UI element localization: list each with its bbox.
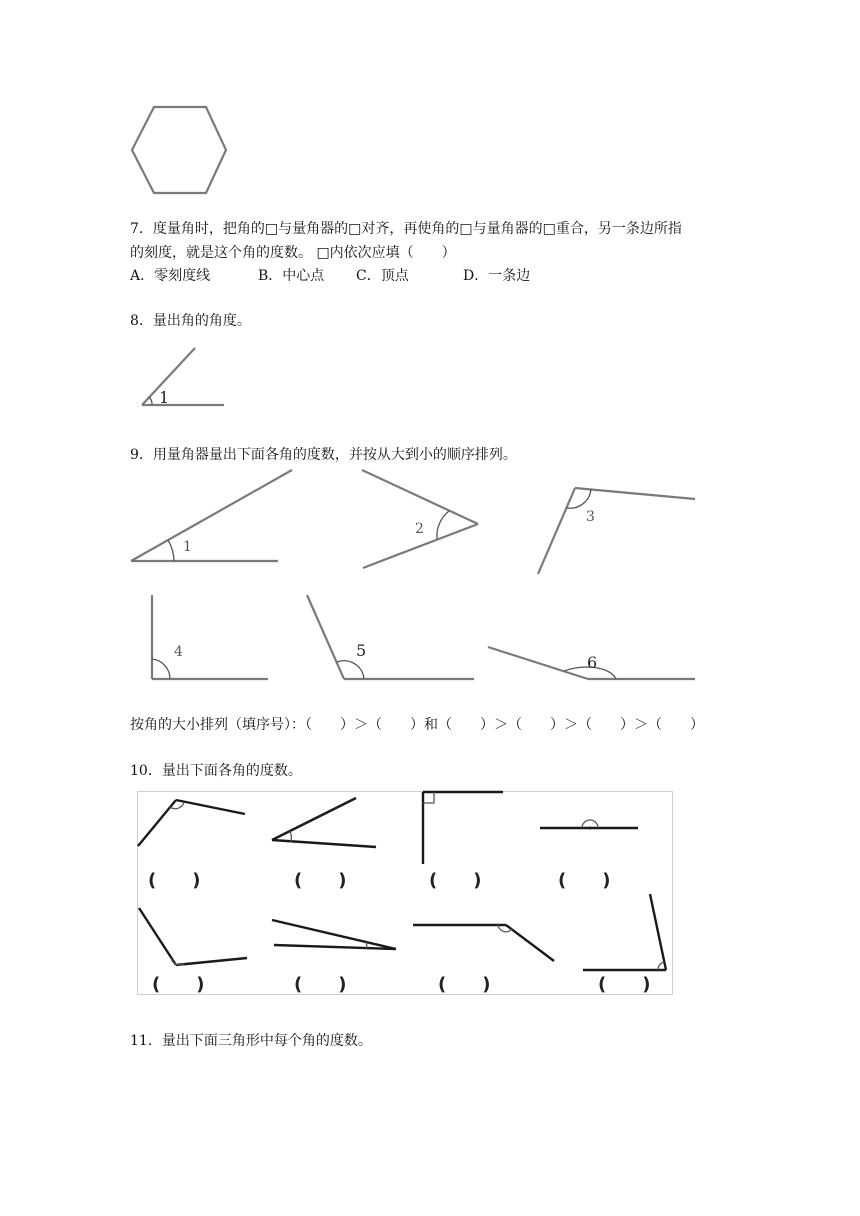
q9-angle-2-label: 2	[415, 521, 424, 537]
q10-blank-3: ( )	[429, 870, 482, 891]
q9-angle-2	[358, 466, 484, 572]
q10-angle-row2-2	[268, 914, 400, 996]
q9-angle-6	[486, 644, 698, 684]
q8-angle-figure	[138, 344, 230, 410]
q9-title: 9．用量角器量出下面各角的度数，并按从大到小的顺序排列。	[130, 447, 517, 463]
q9-angle-3	[534, 484, 700, 578]
q7-line2: 的刻度，就是这个角的度数。 □内依次应填（ ）	[130, 245, 456, 261]
q10-blank-7: ( )	[438, 974, 491, 995]
q10-angle-row1-2	[268, 792, 382, 892]
hexagon-figure	[128, 104, 230, 196]
q9-angle-1	[128, 466, 283, 566]
q9-angle-3-label: 3	[586, 509, 595, 525]
q10-blank-4: ( )	[558, 870, 611, 891]
q10-angle-row1-1	[134, 792, 248, 892]
q9-answer-line: 按角的大小排列（填序号）：（ ）＞（ ）和（ ）＞（ ）＞（ ）＞（ ）	[130, 717, 704, 733]
q9-angle-5-label: 5	[356, 641, 367, 660]
q10-blank-8: ( )	[598, 974, 651, 995]
q7-option-b: B．中心点	[258, 268, 325, 284]
q9-angle-4-label: 4	[174, 644, 183, 660]
q11-title: 11．量出下面三角形中每个角的度数。	[130, 1033, 372, 1049]
q10-blank-5: ( )	[152, 974, 205, 995]
q7-option-a: A．零刻度线	[130, 268, 211, 284]
q9-angle-5	[303, 592, 477, 684]
q9-angle-4	[146, 592, 270, 684]
q10-angle-row1-3	[415, 788, 507, 892]
q10-blank-2: ( )	[294, 870, 347, 891]
q8-angle-label: 1	[159, 388, 170, 407]
q9-angle-6-label: 6	[587, 653, 598, 672]
q8-title: 8．量出角的角度。	[130, 313, 251, 329]
q7-line1: 7．度量角时，把角的□与量角器的□对齐，再使角的□与量角器的□重合，另一条边所指	[130, 221, 682, 237]
q10-blank-6: ( )	[294, 974, 347, 995]
q10-blank-1: ( )	[148, 870, 201, 891]
q10-title: 10．量出下面各角的度数。	[130, 763, 302, 779]
q10-angle-row2-3	[410, 918, 560, 996]
q10-angle-row2-1	[134, 904, 250, 996]
q10-angle-row1-4	[538, 812, 640, 892]
q10-angle-row2-4	[580, 890, 674, 996]
q7-option-c: C．顶点	[356, 268, 409, 284]
q7-option-d: D．一条边	[463, 268, 531, 284]
q9-angle-1-label: 1	[183, 539, 192, 555]
